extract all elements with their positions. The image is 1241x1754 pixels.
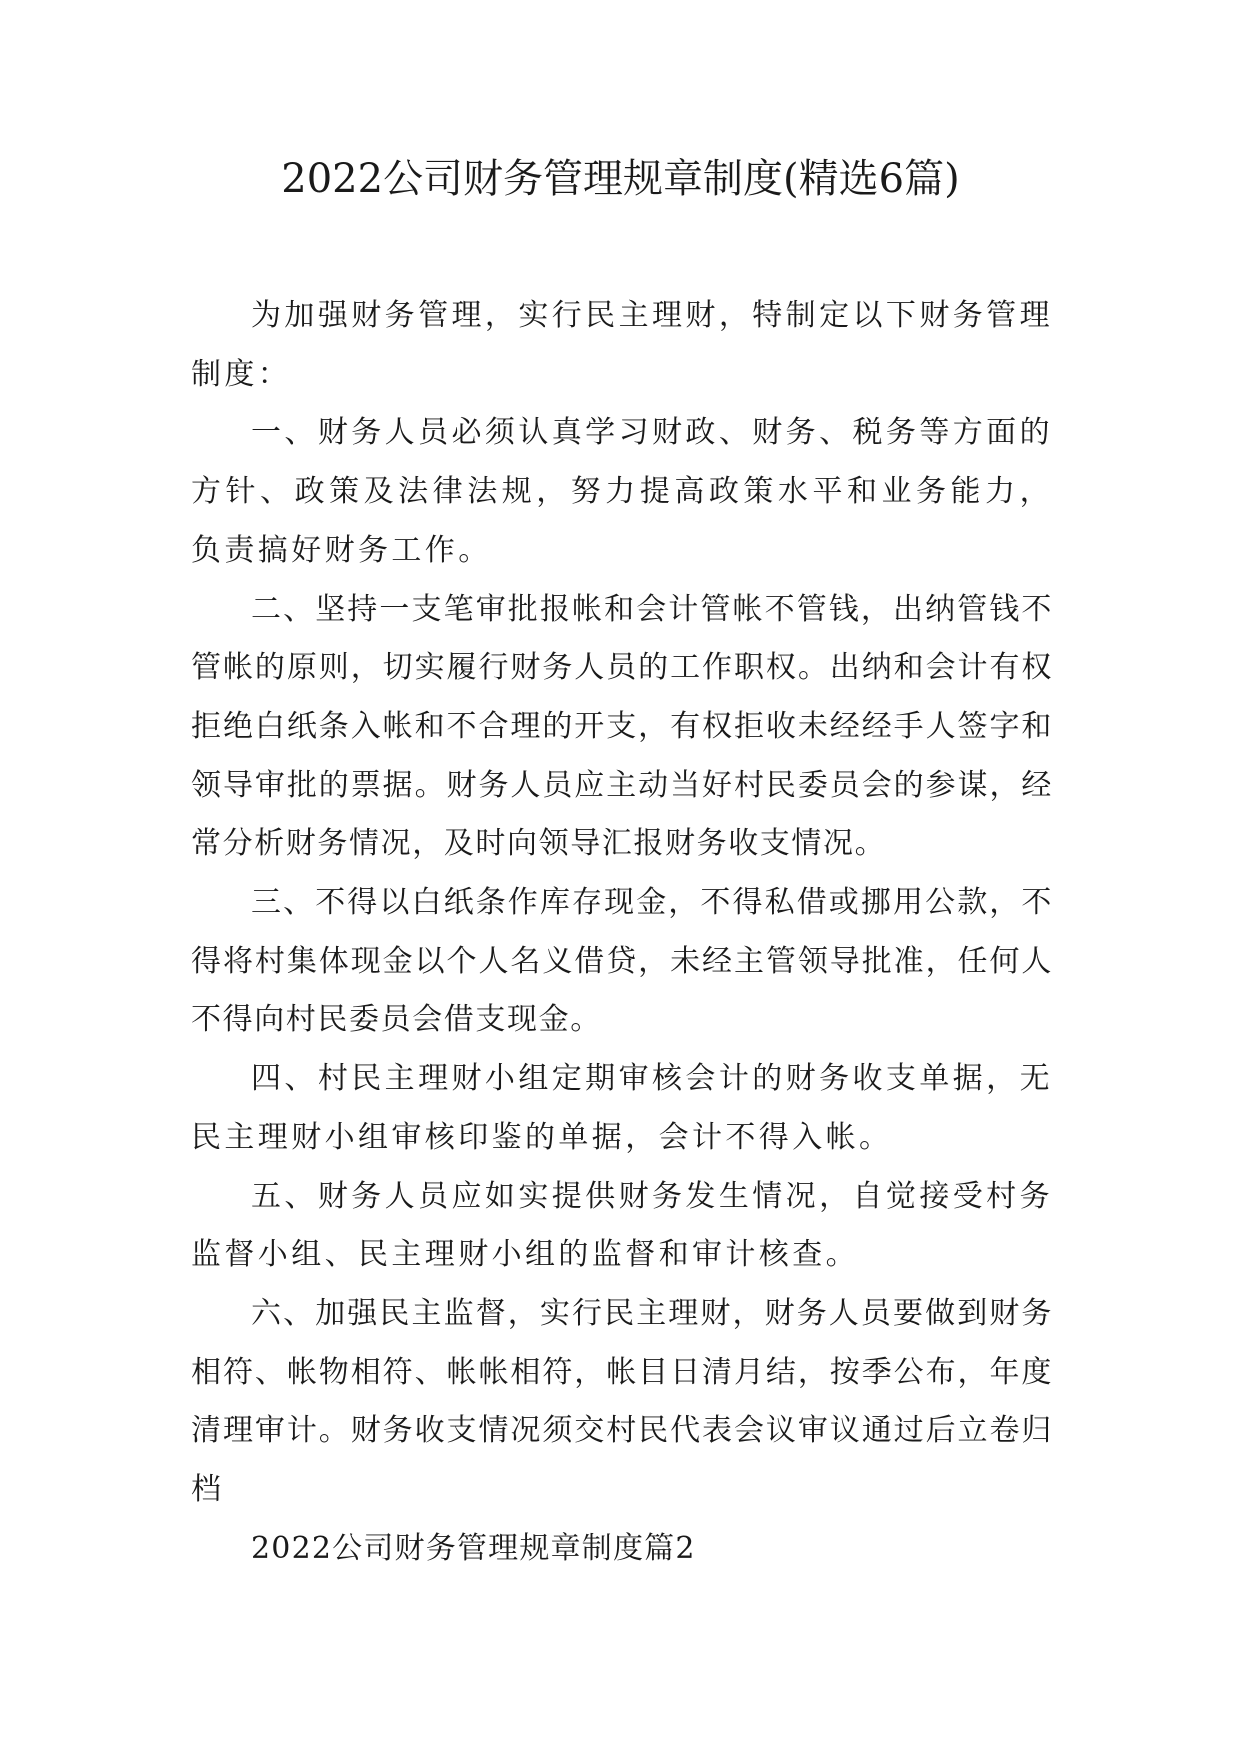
paragraph-rule-5: 五、财务人员应如实提供财务发生情况，自觉接受村务监督小组、民主理财小组的监督和审计核查。 xyxy=(191,1178,1053,1273)
document-title: 2022公司财务管理规章制度(精选6篇) xyxy=(281,156,960,202)
paragraph-rule-1: 一、财务人员必须认真学习财政、财务、税务等方面的方针、政策及法律法规，努力提高政策水平和业务能力，负责搞好财务工作。 xyxy=(191,415,1053,568)
document-body xyxy=(191,287,1053,1578)
paragraph-intro: 为加强财务管理，实行民主理财，特制定以下财务管理制度： xyxy=(191,298,1053,392)
paragraph-rule-4: 四、村民主理财小组定期审核会计的财务收支单据，无民主理财小组审核印鉴的单据，会计不得入帐。 xyxy=(191,1061,1053,1155)
paragraph-rule-2: 二、坚持一支笔审批报帐和会计管帐不管钱，出纳管钱不管帐的原则，切实履行财务人员的工作职权。出纳和会计有权拒绝白纸条入帐和不合理的开支，有权拒收未经经手人签字和领导审批的票据。财务人员应主动当好村民委员会的参谋，经常分析财务情况，及时向领导汇报财务收支情况。 xyxy=(191,591,1053,862)
paragraph-rule-3: 三、不得以白纸条作库存现金，不得私借或挪用公款，不得将村集体现金以个人名义借贷，未经主管领导批准，任何人不得向村民委员会借支现金。 xyxy=(191,885,1053,1038)
section-heading-part-2: 2022公司财务管理规章制度篇2 xyxy=(251,1530,696,1566)
paragraph-rule-6: 六、加强民主监督，实行民主理财，财务人员要做到财务相符、帐物相符、帐帐相符，帐目日清月结，按季公布，年度清理审计。财务收支情况须交村民代表会议审议通过后立卷归档 xyxy=(191,1295,1053,1508)
